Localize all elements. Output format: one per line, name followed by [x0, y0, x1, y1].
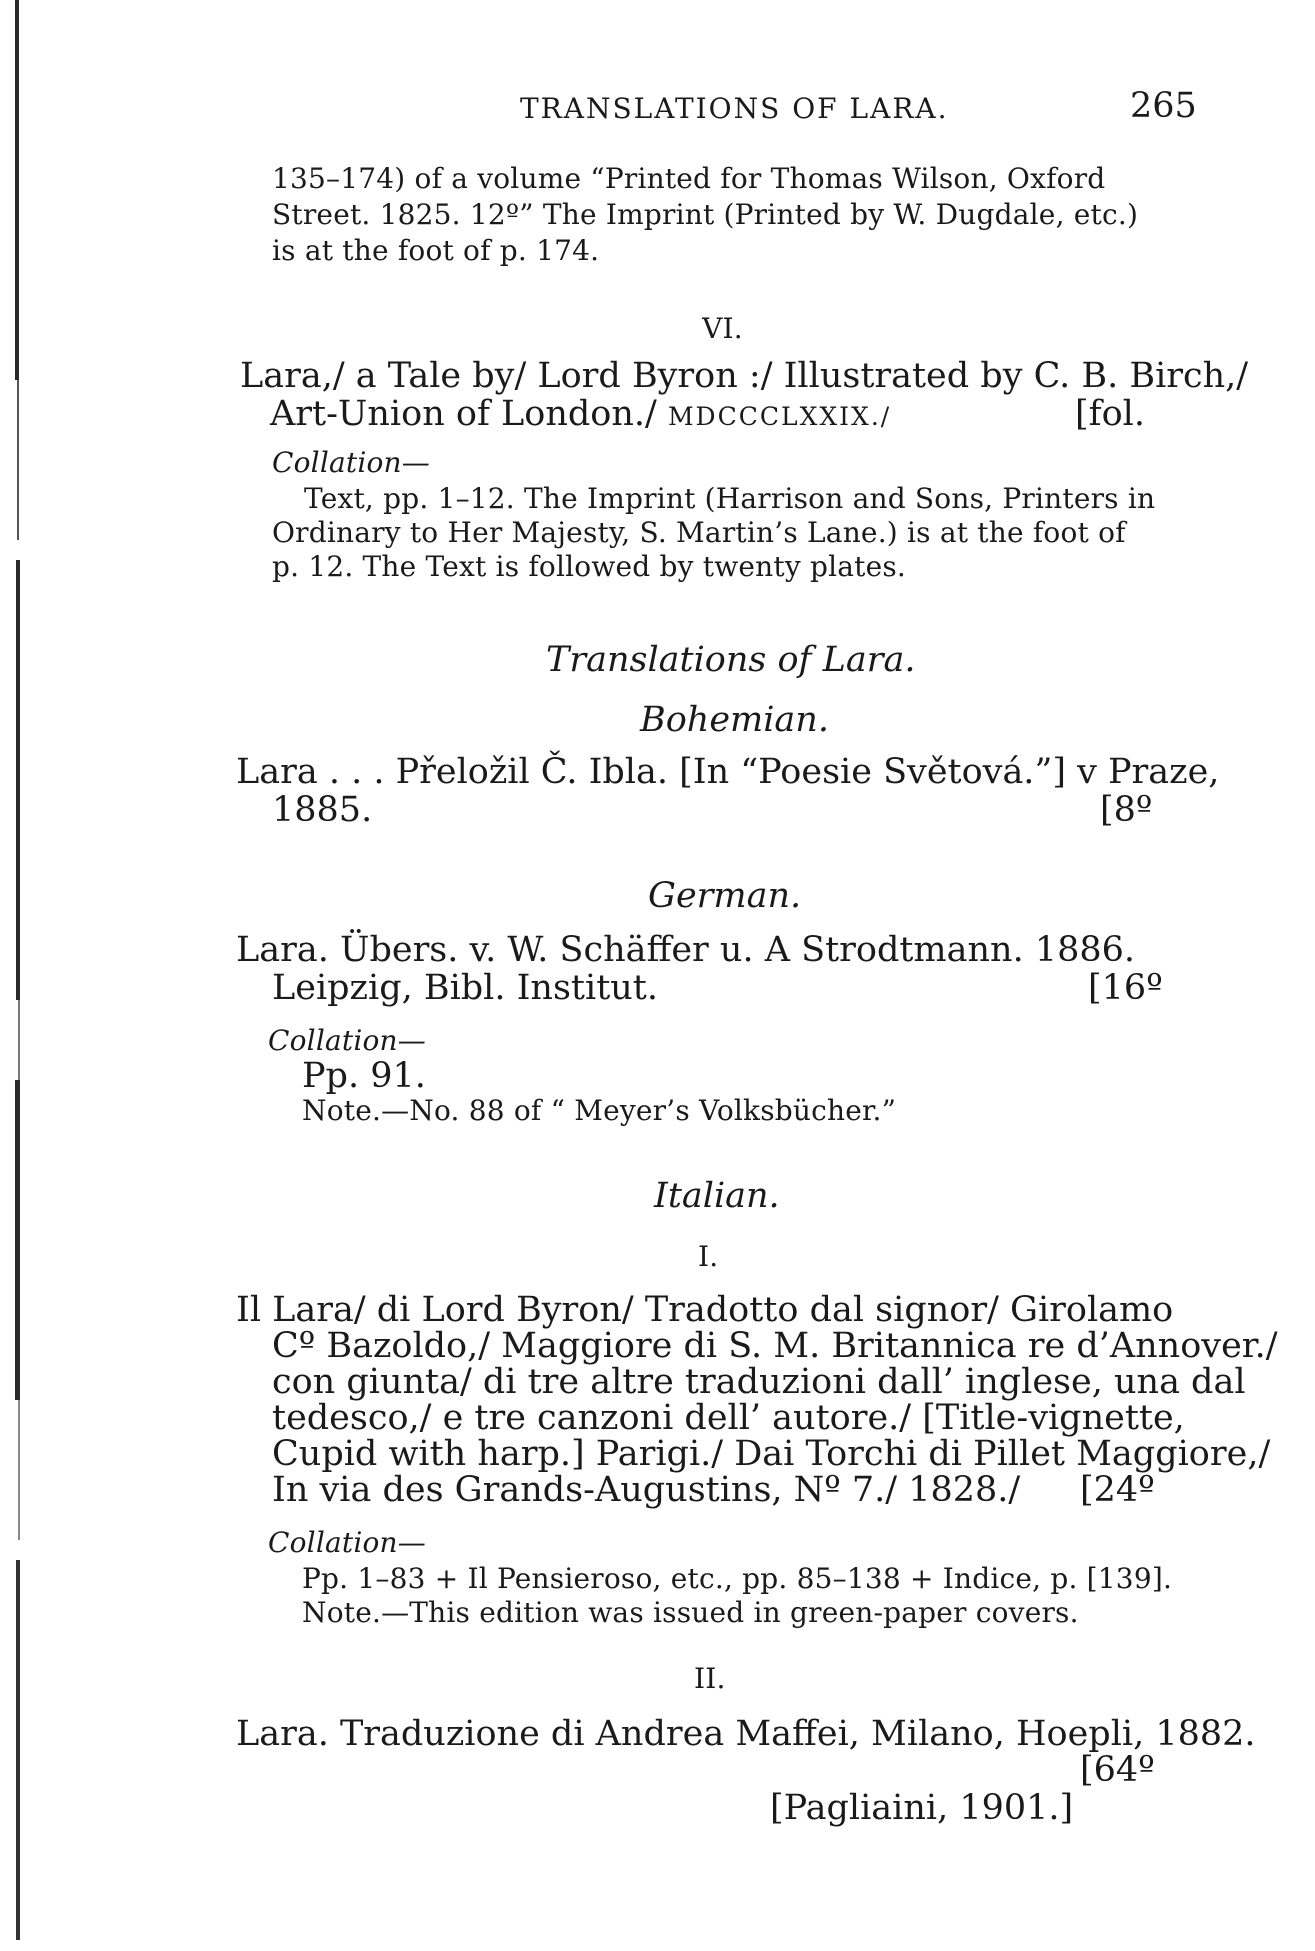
entry-vi-date: MDCCCLXXIX./	[667, 402, 892, 431]
italian-entry-i-line-1: Il Lara/ di Lord Byron/ Tradotto dal signor/ Girolamo	[236, 1290, 1174, 1330]
bohemian-format: [8º	[1100, 790, 1153, 830]
italian-entry-i-collation-heading: Collation—	[268, 1526, 426, 1559]
page-number: 265	[1130, 86, 1197, 126]
intro-line-2: Street. 1825. 12º” The Imprint (Printed by W. Dugdale, etc.)	[272, 198, 1139, 231]
italian-entry-ii-numeral: II.	[694, 1662, 726, 1695]
german-note: Note.—No. 88 of “ Meyer’s Volksbücher.”	[302, 1094, 897, 1127]
entry-vi-title-line-1: Lara,/ a Tale by/ Lord Byron :/ Illustrated by C. B. Birch,/	[240, 356, 1249, 396]
italian-entry-i-line-4: tedesco,/ e tre canzoni dell’ autore./ [Title-vignette,	[272, 1398, 1185, 1438]
german-format: [16º	[1088, 968, 1163, 1008]
entry-vi-collation-line-2: Ordinary to Her Majesty, S. Martin’s Lane.) is at the foot of	[272, 516, 1126, 549]
italian-entry-i-note: Note.—This edition was issued in green-paper covers.	[302, 1596, 1079, 1629]
entry-vi-collation-line-3: p. 12. The Text is followed by twenty plates.	[272, 550, 907, 583]
entry-vi-numeral	[0, 312, 1315, 345]
intro-line-1: 135–174) of a volume “Printed for Thomas Wilson, Oxford	[272, 162, 1106, 195]
entry-vi-publisher: Art-Union of London./	[270, 394, 657, 434]
german-pages: Pp. 91.	[302, 1056, 426, 1096]
italian-entry-ii-format: [64º	[1080, 1750, 1155, 1790]
italian-entry-i-line-5: Cupid with harp.] Parigi./ Dai Torchi di Pillet Maggiore,/	[272, 1434, 1271, 1474]
running-title: TRANSLATIONS OF LARA.	[520, 92, 949, 125]
italian-entry-i-pages: Pp. 1–83 + Il Pensieroso, etc., pp. 85–138 + Indice, p. [139].	[302, 1562, 1173, 1595]
german-heading: German.	[648, 876, 802, 916]
entry-vi-title-line-2	[270, 394, 891, 434]
german-line-2: Leipzig, Bibl. Institut.	[272, 968, 658, 1008]
german-collation-heading: Collation—	[268, 1024, 426, 1057]
bohemian-line-2: 1885.	[272, 790, 373, 830]
italian-entry-i-line-6: In via des Grands-Augustins, Nº 7./ 1828./	[272, 1470, 1021, 1510]
page-edge-shadow	[12, 0, 24, 1951]
bohemian-line-1: Lara . . . Přeložil Č. Ibla. [In “Poesie Světová.”] v Praze,	[236, 752, 1220, 792]
entry-vi-collation-heading: Collation—	[272, 446, 430, 479]
italian-entry-ii-line-1: Lara. Traduzione di Andrea Maffei, Milano, Hoepli, 1882.	[236, 1714, 1256, 1754]
translations-heading: Translations of Lara.	[546, 640, 916, 680]
bohemian-heading: Bohemian.	[640, 700, 829, 740]
italian-entry-i-numeral: I.	[698, 1240, 719, 1273]
intro-line-3: is at the foot of p. 174.	[272, 234, 600, 267]
italian-entry-ii-source: [Pagliaini, 1901.]	[770, 1788, 1074, 1828]
entry-vi-numeral-text: VI.	[702, 312, 743, 345]
italian-entry-i-line-2: Cº Bazoldo,/ Maggiore di S. M. Britannica re d’Annover./	[272, 1326, 1278, 1366]
german-line-1: Lara. Übers. v. W. Schäffer u. A Strodtmann. 1886.	[236, 930, 1136, 970]
italian-entry-i-format: [24º	[1080, 1470, 1155, 1510]
italian-heading: Italian.	[654, 1176, 780, 1216]
italian-entry-i-line-3: con giunta/ di tre altre traduzioni dall’ inglese, una dal	[272, 1362, 1246, 1402]
entry-vi-collation-line-1: Text, pp. 1–12. The Imprint (Harrison and Sons, Printers in	[304, 482, 1156, 515]
entry-vi-format: [fol.	[1075, 394, 1145, 434]
